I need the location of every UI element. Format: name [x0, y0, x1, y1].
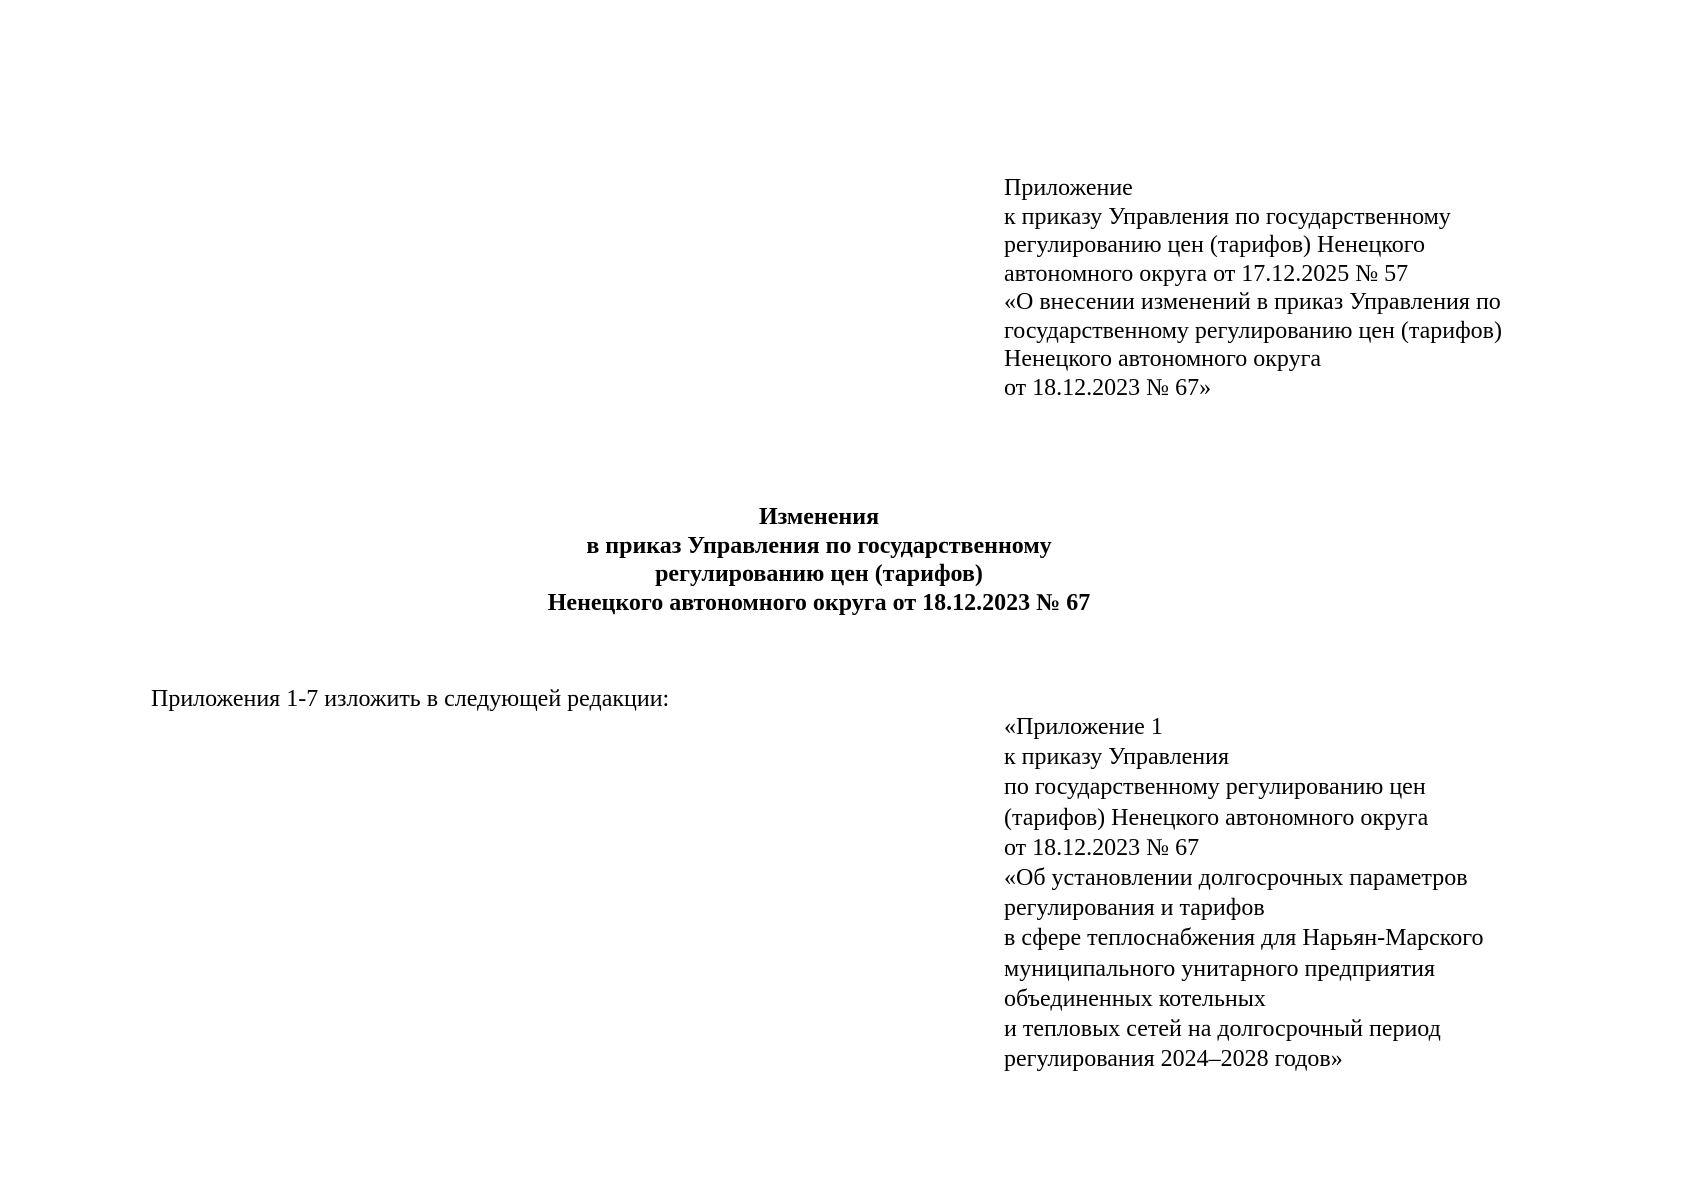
top-appendix-line: к приказу Управления по государственному: [1004, 203, 1451, 230]
heading-line: Изменения: [758, 504, 880, 530]
appendix-1-line: и тепловых сетей на долгосрочный период: [1004, 1016, 1441, 1043]
appendix-1-line: «Об установлении долгосрочных параметров: [1004, 865, 1468, 892]
top-appendix-line: Ненецкого автономного округа: [1004, 346, 1322, 372]
appendix-1-line: регулирования и тарифов: [1004, 895, 1265, 922]
top-appendix-line: «О внесении изменений в приказ Управления по: [1004, 289, 1501, 315]
top-appendix-line: регулированию цен (тарифов) Ненецкого: [1004, 232, 1426, 258]
appendix-1-line: (тарифов) Ненецкого автономного округа: [1004, 804, 1429, 831]
top-appendix-line: государственному регулированию цен (тарифов): [1004, 317, 1502, 344]
appendix-1-line: «Приложение 1: [1004, 714, 1163, 740]
heading-line: в приказ Управления по государственному: [586, 532, 1052, 559]
body-paragraph: Приложения 1-7 изложить в следующей редакции:: [151, 686, 670, 712]
top-appendix-line: автономного округа от 17.12.2025 № 57: [1004, 260, 1409, 287]
heading-line: регулированию цен (тарифов): [655, 561, 983, 587]
appendix-1-line: от 18.12.2023 № 67: [1004, 834, 1200, 861]
appendix-1-reference: [1004, 712, 1483, 1074]
appendix-1-line: регулирования 2024–2028 годов»: [1004, 1046, 1343, 1073]
appendix-1-line: к приказу Управления: [1004, 744, 1230, 771]
heading-line: Ненецкого автономного округа от 18.12.2023 № 67: [547, 589, 1091, 616]
top-appendix-line: от 18.12.2023 № 67»: [1004, 374, 1212, 401]
appendix-1-line: объединенных котельных: [1004, 985, 1266, 1012]
appendix-1-line: в сфере теплоснабжения для Нарьян-Марского: [1004, 925, 1484, 952]
appendix-1-line: по государственному регулированию цен: [1004, 774, 1426, 801]
changes-heading: [449, 503, 1189, 617]
top-appendix-reference: [1004, 174, 1502, 402]
top-appendix-line: Приложение: [1004, 175, 1133, 201]
appendix-1-line: муниципального унитарного предприятия: [1004, 955, 1435, 982]
